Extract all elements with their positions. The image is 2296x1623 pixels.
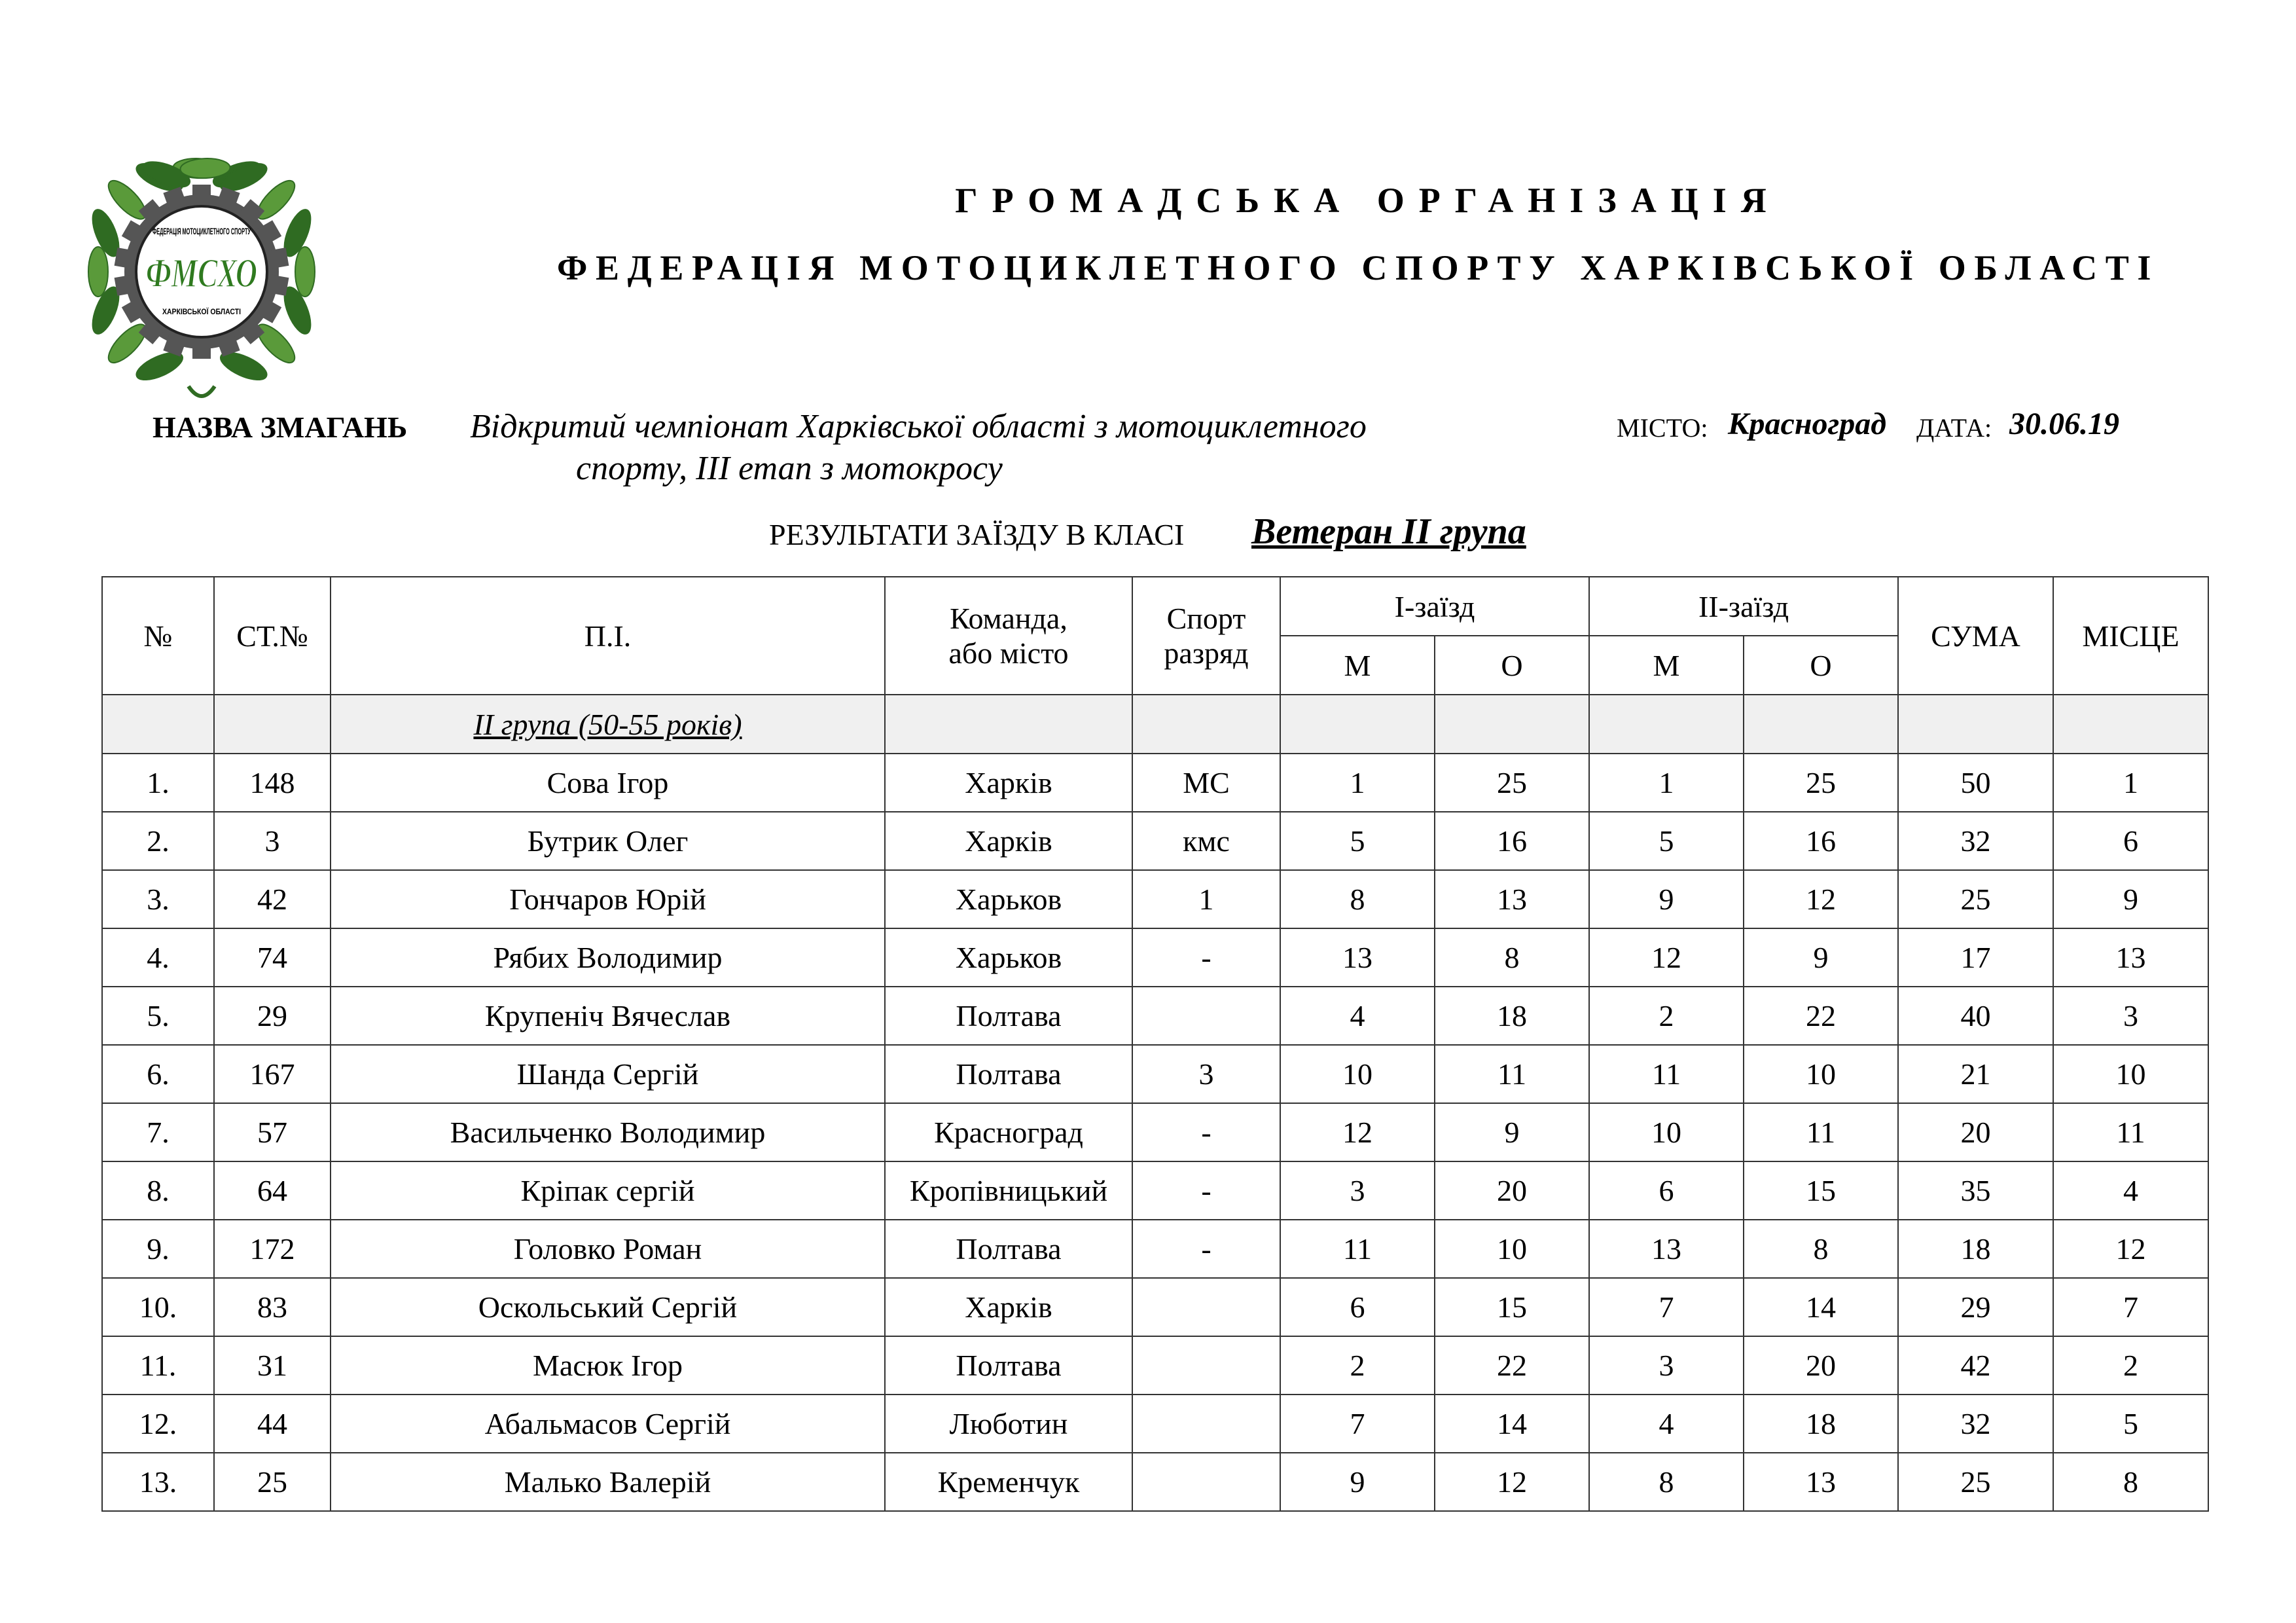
- cell-race1-m: 2: [1280, 1336, 1435, 1395]
- cell-team: Харьков: [885, 928, 1132, 987]
- cell-name: Абальмасов Сергій: [331, 1395, 885, 1453]
- cell-team: Кременчук: [885, 1453, 1132, 1511]
- cell-sum: 25: [1898, 1453, 2053, 1511]
- cell-start-no: 31: [214, 1336, 331, 1395]
- header-row: [102, 577, 2208, 636]
- header-rank-line2: разряд: [1164, 636, 1249, 670]
- group-cell: [102, 695, 214, 754]
- cell-no: 12.: [102, 1395, 214, 1453]
- results-class-name: Ветеран ІІ група: [1251, 511, 1526, 552]
- cell-race2-m: 13: [1589, 1220, 1744, 1278]
- cell-place: 8: [2053, 1453, 2208, 1511]
- cell-place: 12: [2053, 1220, 2208, 1278]
- competition-name-line1: Відкритий чемпіонат Харківської області з мотоциклетного: [470, 408, 1367, 445]
- cell-no: 9.: [102, 1220, 214, 1278]
- group-cell: [1132, 695, 1280, 754]
- cell-rank: -: [1132, 928, 1280, 987]
- cell-race2-m: 6: [1589, 1161, 1744, 1220]
- cell-start-no: 29: [214, 987, 331, 1045]
- cell-name: Головко Роман: [331, 1220, 885, 1278]
- cell-race2-m: 1: [1589, 754, 1744, 812]
- cell-name: Крупеніч Вячеслав: [331, 987, 885, 1045]
- cell-race2-o: 9: [1744, 928, 1898, 987]
- cell-race1-o: 8: [1435, 928, 1589, 987]
- cell-place: 10: [2053, 1045, 2208, 1103]
- cell-race2-o: 16: [1744, 812, 1898, 870]
- cell-race2-o: 8: [1744, 1220, 1898, 1278]
- results-label: РЕЗУЛЬТАТИ ЗАЇЗДУ В КЛАСІ: [769, 518, 1185, 551]
- logo-top-text: ФЕДЕРАЦІЯ МОТОЦИКЛЕТНОГО СПОРТУ: [152, 226, 251, 236]
- cell-race1-o: 12: [1435, 1453, 1589, 1511]
- header-place: МІСЦЕ: [2053, 577, 2208, 695]
- cell-team: Харків: [885, 1278, 1132, 1336]
- cell-team: Кропівницький: [885, 1161, 1132, 1220]
- cell-race1-o: 14: [1435, 1395, 1589, 1453]
- federation-title: ФЕДЕРАЦІЯ МОТОЦИКЛЕТНОГО СПОРТУ ХАРКІВСЬКОЇ ОБЛАСТІ: [557, 248, 2159, 287]
- organization-title: ГРОМАДСЬКА ОРГАНІЗАЦІЯ: [955, 181, 1781, 220]
- cell-place: 2: [2053, 1336, 2208, 1395]
- cell-race2-m: 11: [1589, 1045, 1744, 1103]
- table-row: [102, 987, 2208, 1045]
- cell-race1-m: 9: [1280, 1453, 1435, 1511]
- cell-race1-o: 22: [1435, 1336, 1589, 1395]
- cell-rank: [1132, 1278, 1280, 1336]
- table-row: [102, 1336, 2208, 1395]
- cell-race1-m: 4: [1280, 987, 1435, 1045]
- cell-place: 6: [2053, 812, 2208, 870]
- cell-race1-o: 13: [1435, 870, 1589, 928]
- header-rank: [1132, 577, 1280, 695]
- table-row: [102, 1103, 2208, 1161]
- cell-race2-o: 11: [1744, 1103, 1898, 1161]
- cell-start-no: 57: [214, 1103, 331, 1161]
- cell-race1-m: 13: [1280, 928, 1435, 987]
- federation-logo: [58, 151, 346, 412]
- cell-race2-m: 9: [1589, 870, 1744, 928]
- header-team-line2: або місто: [948, 636, 1069, 670]
- cell-rank: МС: [1132, 754, 1280, 812]
- cell-race1-o: 20: [1435, 1161, 1589, 1220]
- cell-race2-o: 18: [1744, 1395, 1898, 1453]
- cell-race1-o: 10: [1435, 1220, 1589, 1278]
- cell-team: Люботин: [885, 1395, 1132, 1453]
- cell-sum: 20: [1898, 1103, 2053, 1161]
- cell-rank: 1: [1132, 870, 1280, 928]
- laurel-gear-emblem: [58, 151, 346, 412]
- header-race1-m: М: [1280, 636, 1435, 695]
- cell-no: 6.: [102, 1045, 214, 1103]
- cell-race1-o: 15: [1435, 1278, 1589, 1336]
- cell-race2-m: 4: [1589, 1395, 1744, 1453]
- cell-no: 1.: [102, 754, 214, 812]
- cell-sum: 25: [1898, 870, 2053, 928]
- cell-start-no: 172: [214, 1220, 331, 1278]
- cell-race1-m: 11: [1280, 1220, 1435, 1278]
- group-cell: [1280, 695, 1435, 754]
- cell-place: 11: [2053, 1103, 2208, 1161]
- header-race1-o: О: [1435, 636, 1589, 695]
- cell-start-no: 44: [214, 1395, 331, 1453]
- cell-race1-m: 5: [1280, 812, 1435, 870]
- cell-race1-m: 6: [1280, 1278, 1435, 1336]
- cell-start-no: 25: [214, 1453, 331, 1511]
- cell-place: 4: [2053, 1161, 2208, 1220]
- cell-race2-m: 3: [1589, 1336, 1744, 1395]
- table-row: [102, 1278, 2208, 1336]
- cell-rank: 3: [1132, 1045, 1280, 1103]
- cell-sum: 32: [1898, 1395, 2053, 1453]
- table-row: [102, 1395, 2208, 1453]
- cell-race2-m: 5: [1589, 812, 1744, 870]
- group-cell: [1435, 695, 1589, 754]
- date-label: ДАТА:: [1916, 413, 1992, 443]
- cell-race2-m: 10: [1589, 1103, 1744, 1161]
- table-row: [102, 812, 2208, 870]
- cell-sum: 32: [1898, 812, 2053, 870]
- cell-team: Харьков: [885, 870, 1132, 928]
- cell-no: 5.: [102, 987, 214, 1045]
- table-row: [102, 1161, 2208, 1220]
- cell-no: 13.: [102, 1453, 214, 1511]
- cell-team: Полтава: [885, 1336, 1132, 1395]
- cell-name: Бутрик Олег: [331, 812, 885, 870]
- cell-rank: -: [1132, 1103, 1280, 1161]
- group-cell: [1898, 695, 2053, 754]
- cell-race2-m: 2: [1589, 987, 1744, 1045]
- cell-team: Харків: [885, 754, 1132, 812]
- table-row: [102, 754, 2208, 812]
- cell-sum: 18: [1898, 1220, 2053, 1278]
- header-race2: ІІ-заїзд: [1589, 577, 1898, 636]
- cell-rank: кмс: [1132, 812, 1280, 870]
- group-title: ІІ група (50-55 років): [331, 695, 885, 754]
- cell-sum: 40: [1898, 987, 2053, 1045]
- cell-race1-o: 11: [1435, 1045, 1589, 1103]
- cell-race2-o: 14: [1744, 1278, 1898, 1336]
- cell-rank: [1132, 1395, 1280, 1453]
- cell-name: Оскольський Сергій: [331, 1278, 885, 1336]
- cell-race1-m: 1: [1280, 754, 1435, 812]
- cell-name: Сова Ігор: [331, 754, 885, 812]
- cell-start-no: 64: [214, 1161, 331, 1220]
- cell-start-no: 148: [214, 754, 331, 812]
- cell-rank: -: [1132, 1161, 1280, 1220]
- header-sum: СУМА: [1898, 577, 2053, 695]
- city-value: Красноград: [1728, 407, 1887, 441]
- date-value: 30.06.19: [2009, 407, 2119, 441]
- cell-place: 13: [2053, 928, 2208, 987]
- group-cell: [214, 695, 331, 754]
- cell-no: 2.: [102, 812, 214, 870]
- table-row: [102, 1220, 2208, 1278]
- cell-sum: 29: [1898, 1278, 2053, 1336]
- group-cell: [1744, 695, 1898, 754]
- cell-race2-o: 12: [1744, 870, 1898, 928]
- cell-rank: [1132, 987, 1280, 1045]
- cell-start-no: 3: [214, 812, 331, 870]
- cell-race2-o: 10: [1744, 1045, 1898, 1103]
- cell-rank: [1132, 1336, 1280, 1395]
- cell-race1-o: 16: [1435, 812, 1589, 870]
- cell-team: Полтава: [885, 1220, 1132, 1278]
- cell-name: Васильченко Володимир: [331, 1103, 885, 1161]
- group-cell: [2053, 695, 2208, 754]
- header-race2-m: М: [1589, 636, 1744, 695]
- cell-name: Гончаров Юрій: [331, 870, 885, 928]
- cell-race1-m: 8: [1280, 870, 1435, 928]
- table-row: [102, 1045, 2208, 1103]
- cell-race2-m: 7: [1589, 1278, 1744, 1336]
- cell-sum: 35: [1898, 1161, 2053, 1220]
- header-team-line1: Команда,: [950, 602, 1067, 635]
- cell-team: Красноград: [885, 1103, 1132, 1161]
- cell-no: 11.: [102, 1336, 214, 1395]
- cell-sum: 17: [1898, 928, 2053, 987]
- cell-team: Полтава: [885, 1045, 1132, 1103]
- results-table: [101, 576, 2209, 1512]
- competition-name-line2: спорту, ІІІ етап з мотокросу: [576, 450, 1003, 487]
- cell-sum: 42: [1898, 1336, 2053, 1395]
- cell-start-no: 42: [214, 870, 331, 928]
- cell-race1-o: 18: [1435, 987, 1589, 1045]
- header-team: [885, 577, 1132, 695]
- cell-race1-m: 7: [1280, 1395, 1435, 1453]
- cell-race2-m: 8: [1589, 1453, 1744, 1511]
- table-row: [102, 928, 2208, 987]
- group-cell: [885, 695, 1132, 754]
- city-label: МІСТО:: [1617, 413, 1708, 443]
- cell-race1-o: 25: [1435, 754, 1589, 812]
- cell-no: 8.: [102, 1161, 214, 1220]
- cell-no: 10.: [102, 1278, 214, 1336]
- cell-rank: -: [1132, 1220, 1280, 1278]
- cell-start-no: 74: [214, 928, 331, 987]
- cell-place: 7: [2053, 1278, 2208, 1336]
- cell-place: 3: [2053, 987, 2208, 1045]
- cell-race2-m: 12: [1589, 928, 1744, 987]
- group-cell: [1589, 695, 1744, 754]
- header-name: П.І.: [331, 577, 885, 695]
- logo-abbr: ФМСХО: [146, 251, 257, 296]
- cell-race1-m: 10: [1280, 1045, 1435, 1103]
- cell-race1-o: 9: [1435, 1103, 1589, 1161]
- cell-place: 5: [2053, 1395, 2208, 1453]
- cell-no: 4.: [102, 928, 214, 987]
- header-no: №: [102, 577, 214, 695]
- cell-name: Шанда Сергій: [331, 1045, 885, 1103]
- header-race2-o: О: [1744, 636, 1898, 695]
- cell-race2-o: 15: [1744, 1161, 1898, 1220]
- cell-race1-m: 12: [1280, 1103, 1435, 1161]
- table-row: [102, 870, 2208, 928]
- cell-race2-o: 22: [1744, 987, 1898, 1045]
- cell-name: Малько Валерій: [331, 1453, 885, 1511]
- cell-place: 1: [2053, 754, 2208, 812]
- logo-bottom-text: ХАРКІВСЬКОЇ ОБЛАСТІ: [162, 307, 253, 316]
- cell-sum: 50: [1898, 754, 2053, 812]
- cell-no: 3.: [102, 870, 214, 928]
- cell-start-no: 83: [214, 1278, 331, 1336]
- cell-team: Харків: [885, 812, 1132, 870]
- competition-label: НАЗВА ЗМАГАНЬ: [152, 410, 408, 444]
- header-start-no: СТ.№: [214, 577, 331, 695]
- group-row: [102, 695, 2208, 754]
- cell-name: Кріпак сергій: [331, 1161, 885, 1220]
- table-row: [102, 1453, 2208, 1511]
- cell-race1-m: 3: [1280, 1161, 1435, 1220]
- cell-rank: [1132, 1453, 1280, 1511]
- header-race1: І-заїзд: [1280, 577, 1589, 636]
- header-rank-line1: Спорт: [1166, 602, 1246, 635]
- cell-race2-o: 20: [1744, 1336, 1898, 1395]
- cell-name: Масюк Ігор: [331, 1336, 885, 1395]
- cell-start-no: 167: [214, 1045, 331, 1103]
- cell-place: 9: [2053, 870, 2208, 928]
- cell-team: Полтава: [885, 987, 1132, 1045]
- cell-name: Рябих Володимир: [331, 928, 885, 987]
- cell-race2-o: 25: [1744, 754, 1898, 812]
- cell-no: 7.: [102, 1103, 214, 1161]
- cell-race2-o: 13: [1744, 1453, 1898, 1511]
- cell-sum: 21: [1898, 1045, 2053, 1103]
